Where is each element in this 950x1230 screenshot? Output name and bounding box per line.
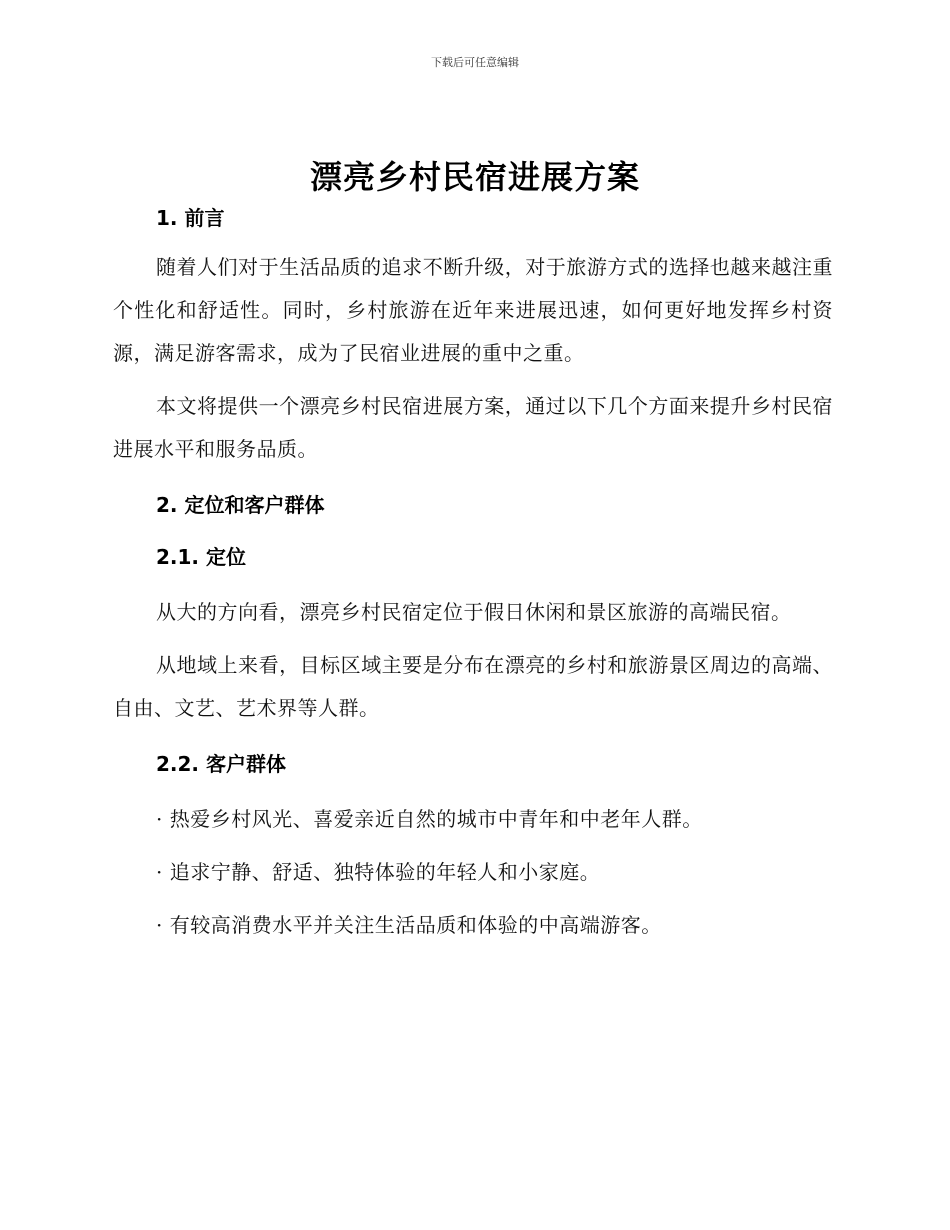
subsection-heading-positioning: 2.1. 定位 (156, 545, 246, 569)
section-heading-preface: 1. 前言 (156, 206, 225, 230)
header-note: 下载后可任意编辑 (431, 56, 519, 69)
list-item: · 热爱乡村风光、喜爱亲近自然的城市中青年和中老年人群。 (156, 807, 703, 831)
positioning-paragraph-1: 从大的方向看，漂亮乡村民宿定位于假日休闲和景区旅游的高端民宿。 (156, 600, 792, 624)
list-item: · 追求宁静、舒适、独特体验的年轻人和小家庭。 (156, 860, 601, 884)
section-heading-positioning: 2. 定位和客户群体 (156, 493, 325, 517)
positioning-paragraph-2: 从地域上来看，目标区域主要是分布在漂亮的乡村和旅游景区周边的高端、自由、文艺、艺术界等人群。 (113, 653, 833, 720)
preface-paragraph-1: 随着人们对于生活品质的追求不断升级，对于旅游方式的选择也越来越注重个性化和舒适性。同时，乡村旅游在近年来进展迅速，如何更好地发挥乡村资源，满足游客需求，成为了民宿业进展的重中之重。 (113, 255, 833, 365)
subsection-heading-customers: 2.2. 客户群体 (156, 752, 286, 776)
list-item: · 有较高消费水平并关注生活品质和体验的中高端游客。 (156, 913, 662, 937)
document-title: 漂亮乡村民宿进展方案 (309, 158, 640, 196)
preface-paragraph-2: 本文将提供一个漂亮乡村民宿进展方案，通过以下几个方面来提升乡村民宿进展水平和服务品质。 (113, 394, 833, 461)
document-body (113, 200, 833, 947)
